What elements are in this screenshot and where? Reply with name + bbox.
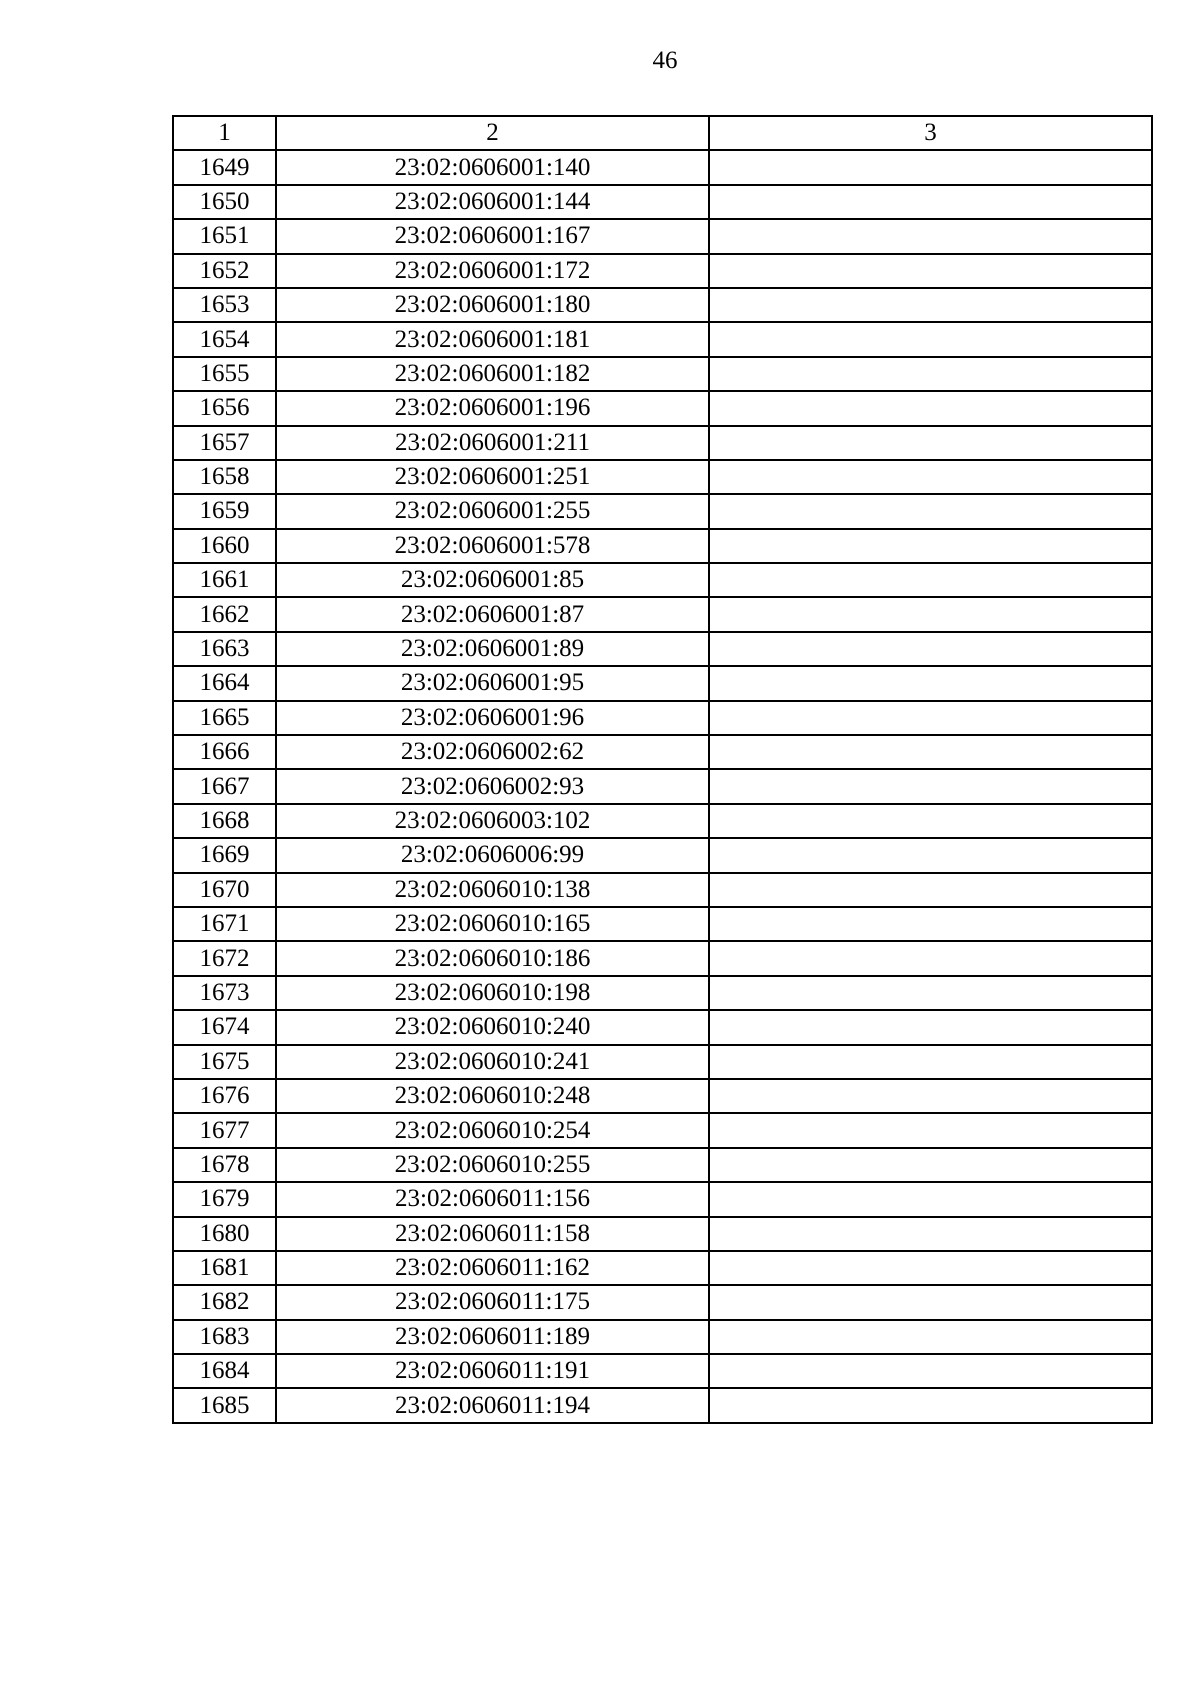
row-number-cell: 1668 (173, 804, 276, 838)
row-number-cell: 1672 (173, 941, 276, 975)
note-cell (709, 150, 1152, 184)
row-number-cell: 1679 (173, 1182, 276, 1216)
table-row (173, 1113, 1152, 1147)
cadastral-number-cell: 23:02:0606006:99 (276, 838, 709, 872)
note-cell (709, 1010, 1152, 1044)
row-number-cell: 1659 (173, 494, 276, 528)
table-row (173, 769, 1152, 803)
note-cell (709, 185, 1152, 219)
note-cell (709, 1320, 1152, 1354)
row-number-cell: 1650 (173, 185, 276, 219)
row-number-cell: 1665 (173, 701, 276, 735)
row-number-cell: 1674 (173, 1010, 276, 1044)
table-row (173, 357, 1152, 391)
column-header-cadastral: 2 (276, 116, 709, 150)
cadastral-number-cell: 23:02:0606001:87 (276, 597, 709, 631)
note-cell (709, 941, 1152, 975)
cadastral-number-cell: 23:02:0606010:198 (276, 976, 709, 1010)
table-row (173, 1182, 1152, 1216)
row-number-cell: 1656 (173, 391, 276, 425)
row-number-cell: 1655 (173, 357, 276, 391)
row-number-cell: 1653 (173, 288, 276, 322)
note-cell (709, 1388, 1152, 1422)
table-row (173, 529, 1152, 563)
row-number-cell: 1683 (173, 1320, 276, 1354)
table-row (173, 563, 1152, 597)
cadastral-number-cell: 23:02:0606010:240 (276, 1010, 709, 1044)
row-number-cell: 1662 (173, 597, 276, 631)
cadastral-number-cell: 23:02:0606011:162 (276, 1251, 709, 1285)
cadastral-number-cell: 23:02:0606001:211 (276, 426, 709, 460)
table-row (173, 632, 1152, 666)
row-number-cell: 1677 (173, 1113, 276, 1147)
cadastral-number-cell: 23:02:0606001:167 (276, 219, 709, 253)
table-row (173, 1045, 1152, 1079)
table-row (173, 1388, 1152, 1422)
note-cell (709, 976, 1152, 1010)
table-row (173, 907, 1152, 941)
table-row (173, 426, 1152, 460)
row-number-cell: 1675 (173, 1045, 276, 1079)
header-row (173, 116, 1152, 150)
row-number-cell: 1663 (173, 632, 276, 666)
cadastral-number-cell: 23:02:0606010:255 (276, 1148, 709, 1182)
cadastral-number-cell: 23:02:0606010:186 (276, 941, 709, 975)
note-cell (709, 735, 1152, 769)
table-row (173, 941, 1152, 975)
table-header (173, 116, 1152, 150)
row-number-cell: 1661 (173, 563, 276, 597)
note-cell (709, 838, 1152, 872)
note-cell (709, 529, 1152, 563)
page-number: 46 (652, 47, 678, 74)
note-cell (709, 1182, 1152, 1216)
table-row (173, 976, 1152, 1010)
cadastral-number-cell: 23:02:0606002:93 (276, 769, 709, 803)
note-cell (709, 494, 1152, 528)
row-number-cell: 1680 (173, 1217, 276, 1251)
cadastral-number-cell: 23:02:0606001:95 (276, 666, 709, 700)
column-header-note: 3 (709, 116, 1152, 150)
note-cell (709, 563, 1152, 597)
cadastral-number-cell: 23:02:0606001:140 (276, 150, 709, 184)
table-row (173, 1148, 1152, 1182)
note-cell (709, 804, 1152, 838)
note-cell (709, 597, 1152, 631)
cadastral-number-cell: 23:02:0606001:182 (276, 357, 709, 391)
cadastral-number-cell: 23:02:0606011:194 (276, 1388, 709, 1422)
cadastral-number-cell: 23:02:0606010:241 (276, 1045, 709, 1079)
cadastral-number-cell: 23:02:0606001:578 (276, 529, 709, 563)
row-number-cell: 1664 (173, 666, 276, 700)
cadastral-number-cell: 23:02:0606011:191 (276, 1354, 709, 1388)
table-row (173, 838, 1152, 872)
note-cell (709, 391, 1152, 425)
note-cell (709, 1217, 1152, 1251)
cadastral-number-cell: 23:02:0606001:196 (276, 391, 709, 425)
cadastral-number-cell: 23:02:0606010:165 (276, 907, 709, 941)
row-number-cell: 1682 (173, 1285, 276, 1319)
table-row (173, 666, 1152, 700)
row-number-cell: 1678 (173, 1148, 276, 1182)
cadastral-number-cell: 23:02:0606001:85 (276, 563, 709, 597)
note-cell (709, 769, 1152, 803)
table-row (173, 288, 1152, 322)
cadastral-number-cell: 23:02:0606001:251 (276, 460, 709, 494)
row-number-cell: 1673 (173, 976, 276, 1010)
table-row (173, 1354, 1152, 1388)
cadastral-number-cell: 23:02:0606002:62 (276, 735, 709, 769)
cadastral-number-cell: 23:02:0606001:181 (276, 322, 709, 356)
table-row (173, 391, 1152, 425)
cadastral-number-cell: 23:02:0606010:138 (276, 873, 709, 907)
note-cell (709, 1113, 1152, 1147)
table-row (173, 1251, 1152, 1285)
row-number-cell: 1657 (173, 426, 276, 460)
note-cell (709, 254, 1152, 288)
note-cell (709, 357, 1152, 391)
note-cell (709, 666, 1152, 700)
cadastral-number-cell: 23:02:0606011:156 (276, 1182, 709, 1216)
row-number-cell: 1671 (173, 907, 276, 941)
note-cell (709, 460, 1152, 494)
note-cell (709, 1045, 1152, 1079)
note-cell (709, 1079, 1152, 1113)
cadastral-registry-table (172, 115, 1153, 1424)
table-row (173, 1320, 1152, 1354)
cadastral-number-cell: 23:02:0606003:102 (276, 804, 709, 838)
table-row (173, 1010, 1152, 1044)
table-row (173, 185, 1152, 219)
note-cell (709, 322, 1152, 356)
cadastral-number-cell: 23:02:0606011:175 (276, 1285, 709, 1319)
note-cell (709, 426, 1152, 460)
table-row (173, 1217, 1152, 1251)
cadastral-number-cell: 23:02:0606010:254 (276, 1113, 709, 1147)
note-cell (709, 701, 1152, 735)
table-row (173, 873, 1152, 907)
table-row (173, 494, 1152, 528)
table-row (173, 735, 1152, 769)
row-number-cell: 1654 (173, 322, 276, 356)
cadastral-number-cell: 23:02:0606011:189 (276, 1320, 709, 1354)
table-row (173, 254, 1152, 288)
note-cell (709, 288, 1152, 322)
note-cell (709, 1148, 1152, 1182)
table-row (173, 597, 1152, 631)
table-row (173, 322, 1152, 356)
cadastral-number-cell: 23:02:0606001:180 (276, 288, 709, 322)
cadastral-number-cell: 23:02:0606001:255 (276, 494, 709, 528)
cadastral-number-cell: 23:02:0606011:158 (276, 1217, 709, 1251)
table-row (173, 1079, 1152, 1113)
table-row (173, 219, 1152, 253)
row-number-cell: 1658 (173, 460, 276, 494)
cadastral-number-cell: 23:02:0606010:248 (276, 1079, 709, 1113)
row-number-cell: 1684 (173, 1354, 276, 1388)
row-number-cell: 1652 (173, 254, 276, 288)
note-cell (709, 907, 1152, 941)
row-number-cell: 1667 (173, 769, 276, 803)
note-cell (709, 219, 1152, 253)
column-header-number: 1 (173, 116, 276, 150)
row-number-cell: 1676 (173, 1079, 276, 1113)
row-number-cell: 1685 (173, 1388, 276, 1422)
note-cell (709, 1251, 1152, 1285)
note-cell (709, 1354, 1152, 1388)
note-cell (709, 632, 1152, 666)
row-number-cell: 1651 (173, 219, 276, 253)
table-row (173, 150, 1152, 184)
table-row (173, 1285, 1152, 1319)
note-cell (709, 873, 1152, 907)
table-row (173, 460, 1152, 494)
cadastral-number-cell: 23:02:0606001:96 (276, 701, 709, 735)
cadastral-number-cell: 23:02:0606001:144 (276, 185, 709, 219)
note-cell (709, 1285, 1152, 1319)
row-number-cell: 1681 (173, 1251, 276, 1285)
table-row (173, 701, 1152, 735)
row-number-cell: 1666 (173, 735, 276, 769)
row-number-cell: 1660 (173, 529, 276, 563)
row-number-cell: 1670 (173, 873, 276, 907)
table-row (173, 804, 1152, 838)
table-body (173, 150, 1152, 1422)
row-number-cell: 1669 (173, 838, 276, 872)
cadastral-number-cell: 23:02:0606001:172 (276, 254, 709, 288)
row-number-cell: 1649 (173, 150, 276, 184)
cadastral-number-cell: 23:02:0606001:89 (276, 632, 709, 666)
